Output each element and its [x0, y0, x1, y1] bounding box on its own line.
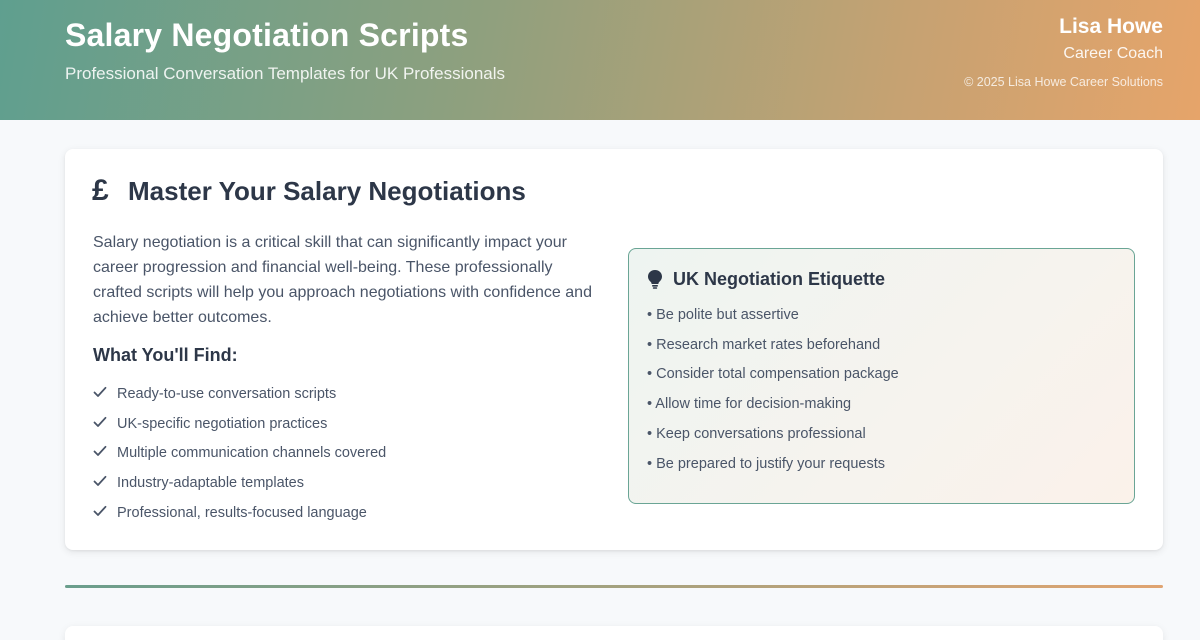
etiquette-title: UK Negotiation Etiquette	[673, 269, 885, 289]
feature-item	[93, 409, 386, 439]
next-section-card	[65, 626, 1163, 640]
copyright-notice: © 2025 Lisa Howe Career Solutions	[964, 75, 1163, 89]
etiquette-tip: • Be polite but assertive	[647, 306, 799, 323]
feature-item	[93, 498, 386, 528]
page-title: Salary Negotiation Scripts	[65, 17, 469, 53]
checkmark-icon	[93, 475, 117, 491]
etiquette-tip: • Keep conversations professional	[647, 426, 866, 443]
feature-label: Ready-to-use conversation scripts	[117, 385, 337, 402]
feature-label: UK-specific negotiation practices	[117, 415, 328, 432]
checkmark-icon	[93, 505, 117, 521]
section-divider	[65, 585, 1163, 588]
features-list	[93, 379, 386, 528]
etiquette-list	[647, 300, 899, 479]
features-heading: What You'll Find:	[93, 345, 238, 365]
etiquette-tip: • Allow time for decision-making	[647, 396, 852, 413]
pound-sign-icon: £	[92, 174, 109, 207]
feature-label: Multiple communication channels covered	[117, 445, 387, 462]
intro-card	[65, 149, 1163, 550]
checkmark-icon	[93, 386, 117, 402]
intro-description: Salary negotiation is a critical skill that can significantly impact your career progression and financial well-being. These professionally crafted scripts will help you approach negotiations with confidence and achieve better outcomes.	[93, 234, 592, 326]
feature-label: Industry-adaptable templates	[117, 475, 304, 492]
page-header	[0, 0, 1200, 120]
author-role: Career Coach	[1063, 45, 1163, 62]
author-name: Lisa Howe	[1059, 15, 1163, 38]
feature-item	[93, 468, 386, 498]
card-title: Master Your Salary Negotiations	[128, 176, 526, 206]
checkmark-icon	[93, 445, 117, 461]
etiquette-tip: • Research market rates beforehand	[647, 336, 881, 353]
feature-item	[93, 379, 386, 409]
etiquette-box	[628, 248, 1135, 504]
etiquette-tip: • Consider total compensation package	[647, 366, 899, 383]
etiquette-tip: • Be prepared to justify your requests	[647, 455, 886, 472]
feature-label: Professional, results-focused language	[117, 505, 367, 522]
checkmark-icon	[93, 416, 117, 432]
lightbulb-icon	[647, 269, 663, 289]
feature-item	[93, 439, 386, 469]
page-subtitle: Professional Conversation Templates for UK Professionals	[65, 64, 506, 83]
